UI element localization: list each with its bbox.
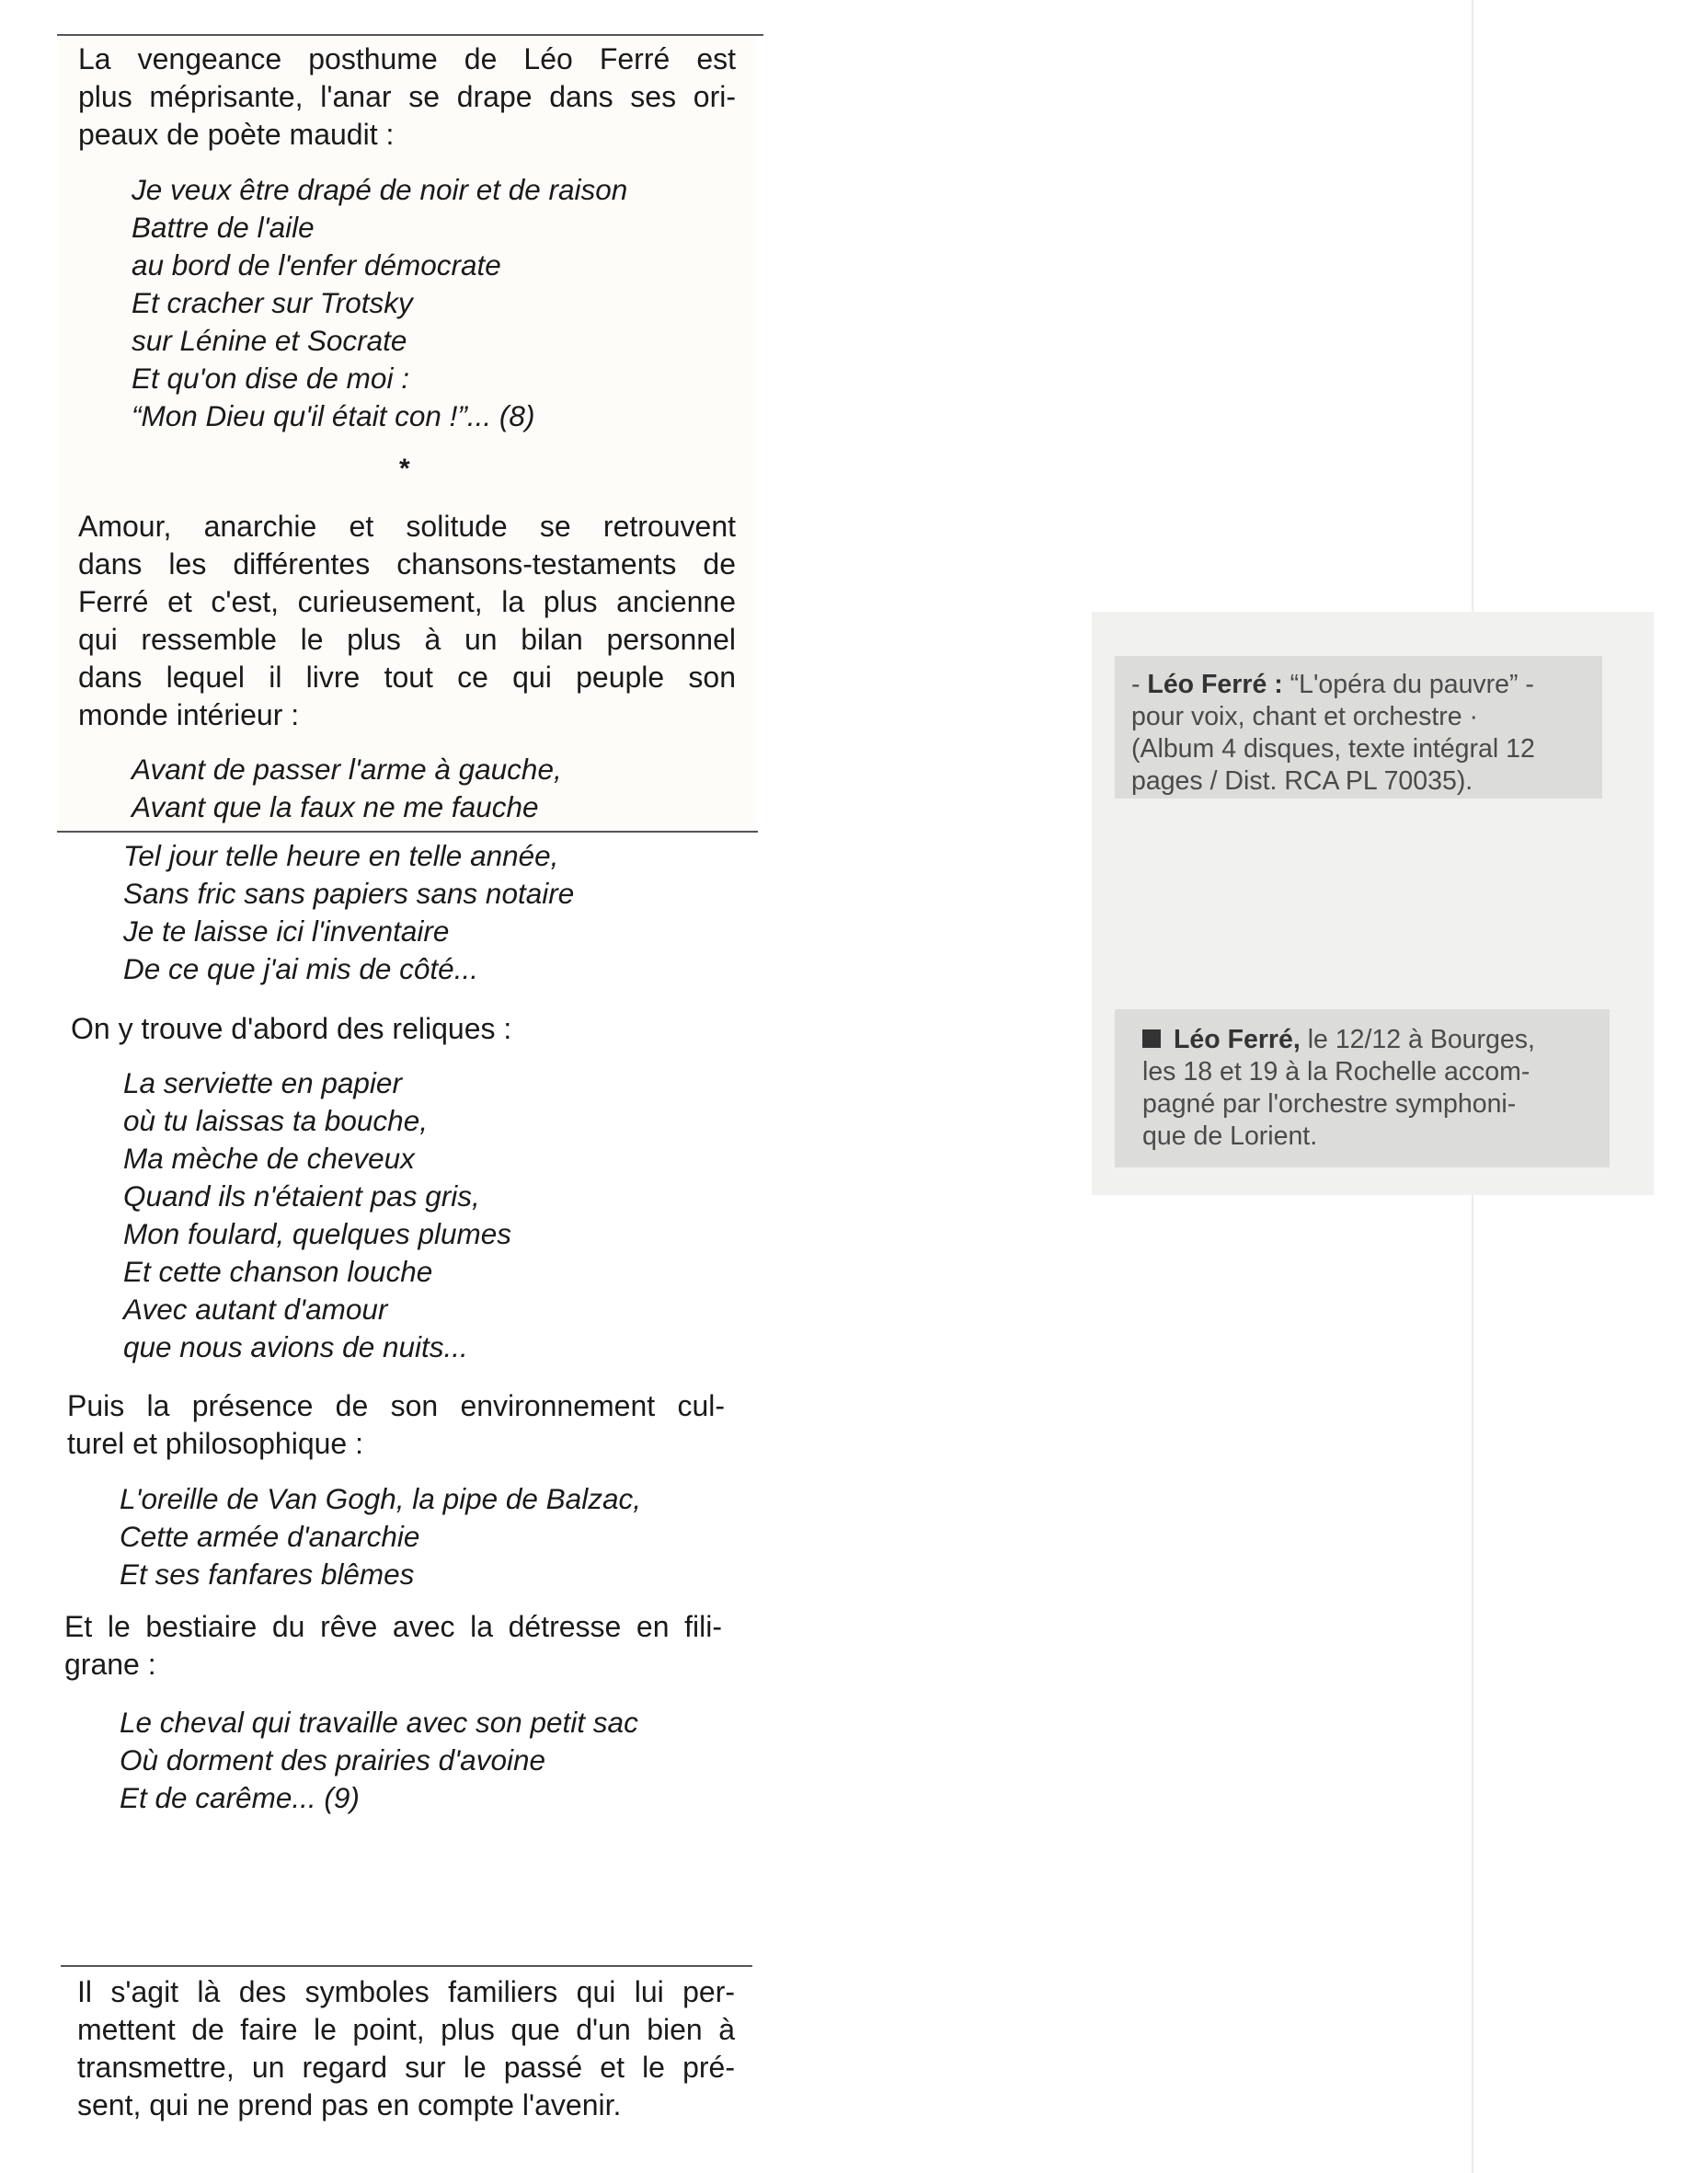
concert-info-box bbox=[1115, 1009, 1610, 1167]
verse-drape-de-noir bbox=[132, 171, 627, 435]
verse-line: Ma mèche de cheveux bbox=[123, 1142, 415, 1175]
clipping-bottom-rule bbox=[61, 1965, 752, 1967]
verse-line: “Mon Dieu qu'il était con !”... (8) bbox=[132, 399, 535, 432]
section-separator-star: * bbox=[399, 454, 410, 484]
verse-line: Le cheval qui travaille avec son petit sac bbox=[120, 1706, 638, 1739]
text-line: plus méprisante, l'anar se drape dans ses ori- bbox=[78, 80, 736, 113]
text-line: Il s'agit là des symboles familiers qui lui per- bbox=[77, 1975, 735, 2008]
verse-line: Et de carême... (9) bbox=[120, 1781, 360, 1814]
paragraph-environnement bbox=[67, 1387, 725, 1463]
text-line: dans les différentes chansons-testaments de bbox=[78, 547, 736, 581]
verse-line: Et qu'on dise de moi : bbox=[132, 362, 409, 395]
verse-line: De ce que j'ai mis de côté... bbox=[123, 952, 478, 985]
clipping-middle-rule bbox=[57, 831, 758, 833]
text-line: mettent de faire le point, plus que d'un bien à bbox=[77, 2013, 735, 2046]
verse-van-gogh bbox=[120, 1480, 641, 1593]
verse-line: au bord de l'enfer démocrate bbox=[132, 248, 501, 282]
verse-line: Avec autant d'amour bbox=[123, 1293, 388, 1326]
verse-line: Et cracher sur Trotsky bbox=[132, 286, 413, 319]
text-line: turel et philosophique : bbox=[67, 1427, 363, 1460]
paragraph-reliques bbox=[71, 1010, 728, 1048]
verse-line: Mon foulard, quelques plumes bbox=[123, 1217, 512, 1250]
text-line: Ferré et c'est, curieusement, la plus ancienne bbox=[78, 585, 736, 618]
paragraph-intro bbox=[78, 40, 736, 154]
concert-info-line: que de Lorient. bbox=[1142, 1121, 1318, 1151]
concert-info-line: pagné par l'orchestre symphoni- bbox=[1142, 1089, 1517, 1119]
verse-line: sur Lénine et Socrate bbox=[132, 324, 407, 357]
verse-line: Je veux être drapé de noir et de raison bbox=[132, 173, 628, 206]
verse-line: Où dorment des prairies d'avoine bbox=[120, 1743, 546, 1776]
verse-line: Quand ils n'étaient pas gris, bbox=[123, 1179, 480, 1213]
verse-line: Sans fric sans papiers sans notaire bbox=[123, 877, 575, 910]
verse-line: Avant que la faux ne me fauche bbox=[132, 790, 539, 823]
record-artist-name: Léo Ferré bbox=[1147, 670, 1267, 699]
verse-cheval bbox=[120, 1704, 638, 1817]
verse-inventaire bbox=[123, 837, 574, 988]
concert-info-line: les 18 et 19 à la Rochelle accom- bbox=[1142, 1057, 1530, 1086]
verse-line: Battre de l'aile bbox=[132, 211, 315, 244]
verse-line: Cette armée d'anarchie bbox=[120, 1520, 420, 1553]
paragraph-conclusion bbox=[77, 1973, 735, 2124]
text-line: qui ressemble le plus à un bilan personnel bbox=[78, 623, 736, 656]
text-line: Amour, anarchie et solitude se retrouvent bbox=[78, 510, 736, 543]
verse-line: où tu laissas ta bouche, bbox=[123, 1104, 428, 1137]
verse-line: L'oreille de Van Gogh, la pipe de Balzac, bbox=[120, 1482, 641, 1515]
concert-artist-name: Léo Ferré, bbox=[1174, 1025, 1301, 1054]
text-line: La vengeance posthume de Léo Ferré est bbox=[78, 42, 736, 75]
record-title: “L'opéra du pauvre” - bbox=[1282, 670, 1534, 699]
verse-line: Je te laisse ici l'inventaire bbox=[123, 914, 450, 948]
text-line: sent, qui ne prend pas en compte l'avenir. bbox=[77, 2088, 622, 2121]
record-colon: : bbox=[1267, 670, 1283, 699]
record-prefix: - bbox=[1131, 670, 1148, 699]
text-line: monde intérieur : bbox=[78, 698, 300, 731]
text-line: Et le bestiaire du rêve avec la détresse en fili- bbox=[64, 1610, 722, 1643]
text-line: grane : bbox=[64, 1648, 156, 1681]
text-line: On y trouve d'abord des reliques : bbox=[71, 1012, 512, 1045]
text-line: dans lequel il livre tout ce qui peuple son bbox=[78, 661, 736, 694]
bullet-square-icon bbox=[1142, 1029, 1161, 1048]
paragraph-bestiaire bbox=[64, 1608, 722, 1684]
verse-line: Et ses fanfares blêmes bbox=[120, 1558, 415, 1591]
concert-date: le 12/12 à Bourges, bbox=[1300, 1025, 1535, 1054]
verse-line: Tel jour telle heure en telle année, bbox=[123, 839, 559, 872]
verse-line: que nous avions de nuits... bbox=[123, 1330, 468, 1363]
record-info-line: pages / Dist. RCA PL 70035). bbox=[1131, 766, 1473, 796]
verse-line: Et cette chanson louche bbox=[123, 1255, 433, 1288]
verse-serviette bbox=[123, 1064, 511, 1366]
record-info-box bbox=[1115, 656, 1602, 799]
record-info-line: pour voix, chant et orchestre · bbox=[1131, 702, 1479, 731]
clipping-top-rule bbox=[57, 34, 763, 36]
verse-line: La serviette en papier bbox=[123, 1066, 402, 1099]
record-info-line: (Album 4 disques, texte intégral 12 bbox=[1131, 734, 1535, 764]
text-line: Puis la présence de son environnement cul- bbox=[67, 1389, 725, 1422]
verse-line: Avant de passer l'arme à gauche, bbox=[132, 753, 562, 786]
record-info-line bbox=[1131, 669, 1586, 701]
paragraph-amour-anarchie bbox=[78, 508, 736, 734]
verse-arme-a-gauche bbox=[132, 751, 562, 826]
text-line: transmettre, un regard sur le passé et le pré- bbox=[77, 2051, 735, 2084]
concert-info-line bbox=[1142, 1024, 1593, 1056]
text-line: peaux de poète maudit : bbox=[78, 118, 395, 151]
